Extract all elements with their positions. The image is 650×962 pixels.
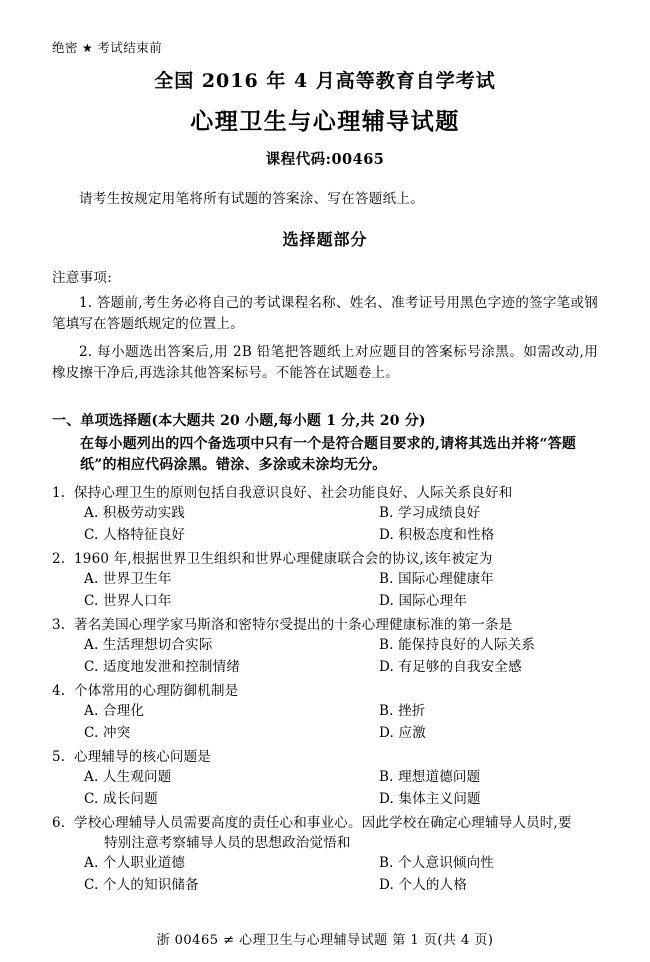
option-c[interactable]: C. 个人的知识储备 [84,877,199,894]
secret-marking [52,38,598,56]
question-stem [52,549,598,569]
option-a[interactable]: A. 人生观问题 [84,769,172,786]
question-item [52,813,598,897]
question-item [52,549,598,613]
question-number: 6. [52,814,66,831]
notes-heading: 注意事项: [52,270,113,286]
question-stem [52,681,598,701]
exam-title: 全国 2016 年 4 月高等教育自学考试 [154,70,496,92]
page-footer: 浙 00465 ≠ 心理卫生与心理辅导试题 第 1 页(共 4 页) [156,933,494,948]
question-number: 4. [52,682,66,699]
option-row [52,503,598,525]
section-title: 选择题部分 [282,230,368,249]
option-d[interactable]: D. 有足够的自我安全感 [379,659,522,676]
question-number: 5. [52,748,66,765]
option-row [52,635,598,657]
option-row [52,875,598,897]
option-a[interactable]: A. 个人职业道德 [84,855,186,872]
question-item [52,681,598,745]
note-item: 2. 每小题选出答案后,用 2B 铅笔把答题纸上对应题目的答案标号涂黑。如需改动,用橡皮擦干净后,再选涂其他答案标号。不能答在试题卷上。 [52,343,598,381]
option-row [52,657,598,679]
option-c[interactable]: C. 人格特征良好 [84,527,186,544]
part-one-heading: 一、单项选择题(本大题共 20 小题,每小题 1 分,共 20 分) [52,412,426,429]
option-c[interactable]: C. 成长问题 [84,791,158,808]
question-text: 著名美国心理学家马斯洛和密特尔受提出的十条心理健康标准的第一条是 [74,617,513,633]
question-item [52,615,598,679]
option-a[interactable]: A. 积极劳动实践 [84,505,186,522]
secret-suffix: 考试结束前 [97,40,163,55]
option-row [52,569,598,591]
question-text-continued: 特别注意考察辅导人员的思想政治觉悟和 [104,835,351,852]
paper-title: 心理卫生与心理辅导试题 [190,108,460,135]
question-number: 2. [52,551,66,568]
part-one-subheading: 在每小题列出的四个备选项中只有一个是符合题目要求的,请将其选出并将“答题纸”的相应代码涂黑。错涂、多涂或未涂均无分。 [80,435,577,474]
option-row [52,789,598,811]
question-stem [52,483,598,503]
question-stem [52,813,598,833]
question-text: 心理辅导的核心问题是 [74,748,211,765]
star-icon: ★ [82,41,94,55]
question-stem [52,747,598,767]
option-a[interactable]: A. 世界卫生年 [84,571,172,588]
option-b[interactable]: B. 能保持良好的人际关系 [379,637,536,654]
question-item [52,483,598,547]
question-text: 学校心理辅导人员需要高度的责任心和事业心。因此学校在确定心理辅导人员时,要 [74,814,572,831]
option-row [52,723,598,745]
option-d[interactable]: D. 积极态度和性格 [379,527,495,544]
question-stem [52,615,598,635]
pen-instruction: 请考生按规定用笔将所有试题的答案涂、写在答题纸上。 [79,191,424,207]
option-c[interactable]: C. 世界人口年 [84,593,172,610]
option-a[interactable]: A. 合理化 [84,703,145,720]
option-row [52,767,598,789]
question-number: 3. [52,617,66,633]
option-b[interactable]: B. 国际心理健康年 [379,571,495,588]
question-text: 保持心理卫生的原则包括自我意识良好、社会功能良好、人际关系良好和 [74,485,513,502]
option-c[interactable]: C. 冲突 [84,725,131,742]
option-d[interactable]: D. 国际心理年 [379,593,468,610]
option-b[interactable]: B. 学习成绩良好 [379,505,481,522]
option-a[interactable]: A. 生活理想切合实际 [84,637,213,654]
option-b[interactable]: B. 个人意识倾向性 [379,855,495,872]
option-row [52,591,598,613]
question-item [52,747,598,811]
option-d[interactable]: D. 个人的人格 [379,877,468,894]
option-d[interactable]: D. 集体主义问题 [379,791,481,808]
question-text: 1960 年,根据世界卫生组织和世界心理健康联合会的协议,该年被定为 [74,551,493,568]
option-row [52,853,598,875]
secret-label: 绝密 [52,40,79,55]
question-text: 个体常用的心理防御机制是 [74,682,239,699]
option-row [52,701,598,723]
option-d[interactable]: D. 应激 [379,725,426,742]
option-b[interactable]: B. 挫折 [379,703,426,720]
option-row [52,525,598,547]
course-code: 课程代码:00465 [265,151,385,168]
option-c[interactable]: C. 适度地发泄和控制情绪 [84,659,241,676]
option-b[interactable]: B. 理想道德问题 [379,769,481,786]
question-number: 1. [52,485,66,502]
note-item: 1. 答题前,考生务必将自己的考试课程名称、姓名、准考证号用黑色字迹的签字笔或钢笔填写在答题纸规定的位置上。 [52,295,598,332]
question-list [52,483,598,897]
